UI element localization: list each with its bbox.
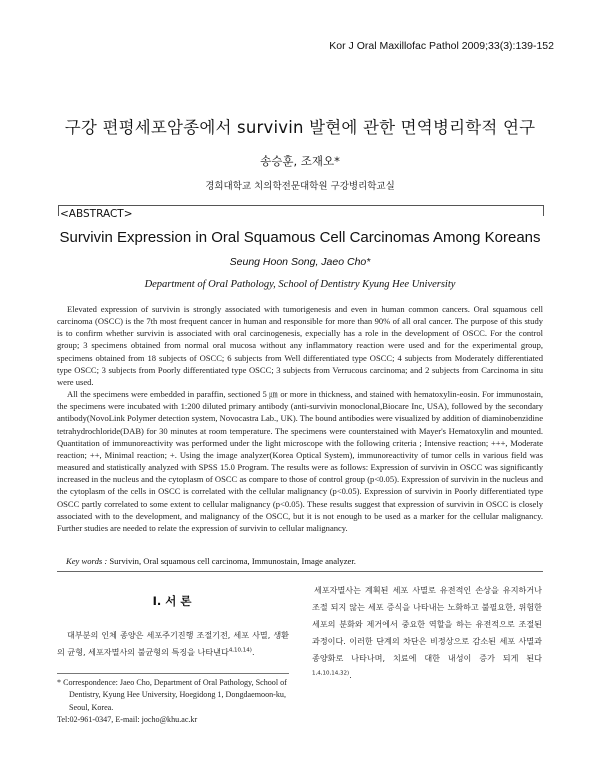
citation: 4,10,14) [228,647,252,654]
english-authors: Seung Hoon Song, Jaeo Cho* [229,256,371,268]
intro-left-text: 대부분의 인체 종양은 세포주기진행 조절기전, 세포 사멸, 생환의 균형, 세포자멸사의 불균형의 특징을 나타낸다 [57,630,289,657]
korean-title: 구강 편평세포암종에서 survivin 발현에 관한 면역병리학적 연구 [64,118,536,137]
citation: 1,4,10,14,32) [312,670,350,677]
intro-right-text: 세포자멸사는 계획된 세포 사멸로 유전적인 손상을 유지하거나 조절 되지 않는 세포 증식을 나타내는 노화하고 불필요한, 위험한 세포의 분화와 제거에서 중요한 역할을 하는 유전적으로 조절된 과정이다. 이러한 단계의 차단은 비정상으로 감소된 세포 사멸과 종양화로 나타나며, 치료에 대한 내성이 증가 되게 된다 [312,585,542,663]
keywords-list: Survivin, Oral squamous cell carcinoma, Immunostain, Image analyzer. [109,556,356,566]
intro-right-column: 세포자멸사는 계획된 세포 사멸로 유전적인 손상을 유지하거나 조절 되지 않는 세포 증식을 나타내는 노화하고 불필요한, 위험한 세포의 분화와 제거에서 중요한 역할을 하는 유전적으로 조절된 과정이다. 이러한 단계의 차단은 비정상으로 감소된 세포 사멸과 종양화로 나타나며, 치료에 대한 내성이 증가 되게 된다$^{1,4,10,14,32)}$. [312,585,542,680]
keywords [66,556,356,566]
correspondence-contact: Tel:02-961-0347, E-mail: jocho@khu.ac.kr [57,715,198,725]
abstract-label: <ABSTRACT> [60,208,133,220]
english-title: Survivin Expression in Oral Squamous Cell Carcinomas Among Koreans [59,229,541,246]
english-department: Department of Oral Pathology, School of Dentistry Kyung Hee University [144,279,456,290]
correspondence-footnote [57,677,289,727]
korean-authors: 송승훈, 조재오* [260,154,340,168]
section-divider [57,571,543,572]
keywords-label: Key words : [66,556,108,566]
intro-left-column: 대부분의 인체 종양은 세포주기진행 조절기전, 세포 사멸, 생환의 균형, 세포자멸사의 불균형의 특징을 나타낸다$^{4,10,14)}$. [57,630,289,657]
section-heading-introduction: I. 서 론 [152,594,192,608]
correspondence-address: * Correspondence: Jaeo Cho, Department of Oral Pathology, School of Dentistry, Kyung Hee University, Hoegidong 1, Dongdaemoon-ku, Seoul, Korea. [57,678,287,712]
footnote-rule [57,673,289,674]
abstract-paragraph: Elevated expression of survivin is strongly associated with tumorigenesis and even in human common cancers. Oral squamous cell carcinoma (OSCC) is the 7th most frequent cancer in human and responsible for more than 90% of all oral cancer. The purpose of this study is to confirm whether survivin is associated with oral carcinogenesis, expecially has a role in the development of OSCC. For the control group; 3 specimens obtained from normal oral mucosa without any inflammatory reaction were used and for the experimental group, specimens obtained from 18 subjects of OSCC; 6 subjects from Well differentiated type OSCC; 4 subjects from Moderately differentiated type OSCC; 3 subjects from Poorly differentiated type OSCC; 3 subjects from Verrucous carcinoma; and 2 subjects from Carcinoma in situ were used. [57,304,543,387]
abstract-paragraph: All the specimens were embedded in paraffin, sectioned 5 ㎛ or more in thickness, and stained with hematoxylin-eosin. For immunostain, the specimens were incubated with 1:200 diluted primary antibody (anti-survivin monoclonal,Biocare Inc, USA), followed by the secondary antibody(NovoLink Polymer detection system, Novocastra Lab., UK). The bound antibodies were visualized by addition of diaminobenzidine tetrahydrochloride(DAB) for 30 minutes at room temperature. The specimens were counterstained with Mayer's Hematoxylin and mounted. Quantitation of immunoreactivity was performed under the light microscope with the following criteria ; Intensive reaction; +++, Moderate reaction; ++, Minimal reaction; +. Using the image analyzer(Korea Optical System), immunoreactivity of tumor cells in various field was measured and statistically analyzed with SPSS 15.0 Program. The results were as follows: Expression of survivin in OSCC was significantly increased in the nucleus and the cytoplasm of OSCC as compare to those of control group (p<0.05). Expression of survivin in the nucleus and the cytoplasm of the cells in OSCC is correlated with the cellular malignancy (p<0.05). Expression of survivin in Poorly differentiated type OSCC partly correlated to some extent to cellular malignancy (p<0.05). These results suggest that expression of survivin in OSCC is closely associated with to the development, and malignancy of the OSCC, but it is not enough to be used as a marker for the cellular malignancy. Further studies are needed to relate the expression of survivin to cellular malignancy. [57,389,543,533]
journal-reference: Kor J Oral Maxillofac Pathol 2009;33(3):139-152 [329,40,554,52]
korean-affiliation: 경희대학교 치의학전문대학원 구강병리학교실 [205,181,395,192]
abstract-body [57,303,543,534]
